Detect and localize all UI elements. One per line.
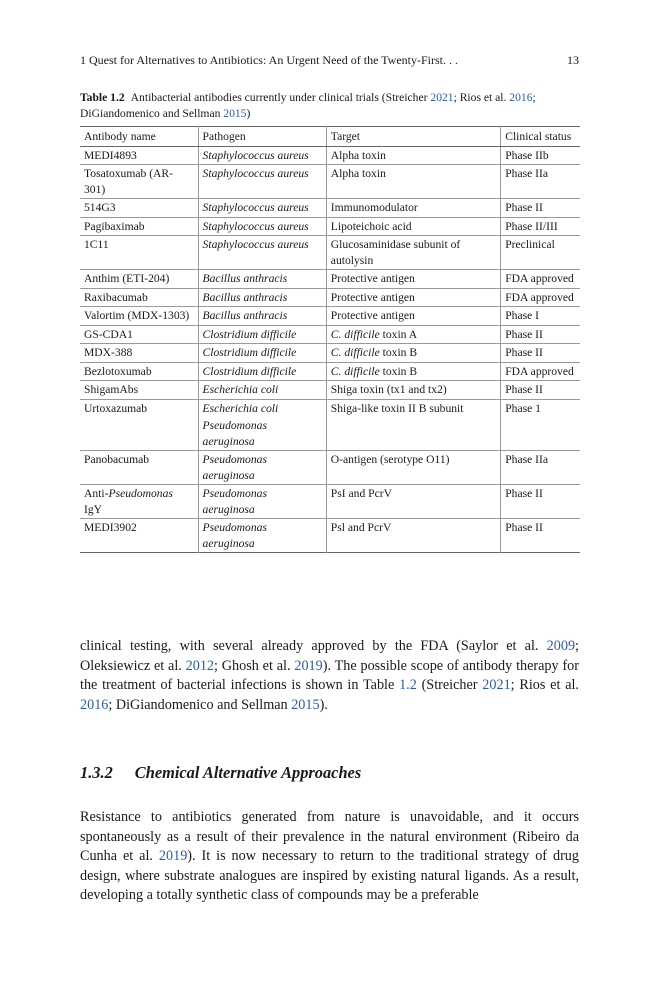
citation-link[interactable]: 2012	[185, 657, 215, 674]
clinical-status: Phase II	[501, 519, 580, 553]
column-header-target: Target	[326, 127, 500, 147]
table-row	[80, 519, 580, 553]
pathogen: Clostridium difficile	[198, 344, 326, 363]
paragraph-text: ). The possible scope of antibody therapy for the treatment of bacterial infections is shown in Table	[80, 657, 579, 694]
table-row	[80, 399, 580, 417]
target	[326, 362, 500, 381]
target-organism: C. difficile	[330, 327, 380, 341]
clinical-status: Phase IIa	[501, 451, 580, 485]
paragraph-text: ; Oleksiewicz et al.	[80, 638, 579, 674]
column-header-antibody-name: Antibody name	[80, 127, 198, 147]
citation-link[interactable]: 2021	[482, 677, 511, 694]
pathogen: Bacillus anthracis	[198, 288, 326, 307]
clinical-status: Phase I	[501, 307, 580, 326]
section-heading	[80, 763, 361, 783]
antibody-name: Raxibacumab	[80, 288, 198, 307]
citation-link[interactable]: 2015	[291, 696, 320, 713]
paragraph-text: Resistance to antibiotics generated from nature is unavoidable, and it occurs spontaneously as a result of their prevalence in the natural environment (Ribeiro da Cunha et al.	[80, 809, 579, 865]
citation-link[interactable]: 2015	[223, 107, 247, 120]
paragraph-text: ). It is now necessary to return to the traditional strategy of drug design, where substrate analogues are inspired by existing natural ligands. As a result, developing a totally synthetic class of compounds may be a preferable	[80, 848, 579, 904]
citation-link[interactable]: 2021	[430, 91, 454, 104]
target-text: toxin B	[379, 346, 418, 359]
clinical-status: Preclinical	[501, 236, 580, 270]
paragraph-text: (Streicher	[416, 677, 483, 694]
target	[326, 344, 500, 363]
pathogen: Escherichia coli	[198, 381, 326, 400]
table-row	[80, 288, 580, 307]
pathogen: Escherichia coli	[198, 399, 326, 417]
target-text: toxin A	[379, 327, 418, 341]
antibody-name: Bezlotoxumab	[80, 362, 198, 381]
target: Shiga-like toxin II B subunit	[326, 399, 500, 451]
target: Glucosaminidase subunit of autolysin	[326, 236, 500, 270]
target: Protective antigen	[326, 288, 500, 307]
table-row	[80, 165, 580, 199]
clinical-status: Phase 1	[501, 399, 580, 451]
pathogen: Pseudomonas aeruginosa	[198, 451, 326, 485]
table-row	[80, 270, 580, 289]
table-label: Table 1.2	[80, 91, 125, 104]
citation-link[interactable]: 2016	[80, 696, 109, 713]
antibody-name: Urtoxazumab	[80, 399, 198, 451]
citation-link[interactable]: 2009	[546, 638, 576, 654]
table-row	[80, 199, 580, 218]
antibody-name: 1C11	[80, 236, 198, 270]
antibody-name: MDX-388	[80, 344, 198, 363]
antibody-table	[80, 126, 580, 553]
target: Alpha toxin	[326, 146, 500, 165]
page-number: 13	[567, 53, 579, 67]
antibody-name: GS-CDA1	[80, 325, 198, 344]
section-title: Chemical Alternative Approaches	[134, 763, 362, 782]
body-paragraph	[80, 637, 579, 715]
citation-link[interactable]: 2019	[294, 657, 323, 674]
target: Shiga toxin (tx1 and tx2)	[326, 381, 500, 400]
antibody-name: Panobacumab	[80, 451, 198, 485]
citation-link[interactable]: 2016	[509, 91, 533, 104]
antibody-name: MEDI3902	[80, 519, 198, 553]
clinical-status: FDA approved	[501, 362, 580, 381]
pathogen: Staphylococcus aureus	[198, 165, 326, 199]
name-organism: Pseudomonas	[108, 487, 173, 500]
clinical-status: Phase IIa	[501, 165, 580, 199]
paragraph-text: clinical testing, with several already approved by the FDA (Saylor et al.	[80, 638, 547, 654]
name-suffix: IgY	[84, 502, 103, 516]
table-link[interactable]: 1.2	[399, 677, 417, 694]
table-row	[80, 325, 580, 344]
target	[326, 325, 500, 344]
target: PsI and PcrV	[326, 485, 500, 519]
section-number: 1.3.2	[80, 763, 113, 782]
table-row	[80, 236, 580, 270]
table-row	[80, 217, 580, 236]
running-head	[80, 53, 579, 68]
target: Alpha toxin	[326, 165, 500, 199]
target-organism: C. difficile	[330, 364, 380, 378]
clinical-status: Phase II	[501, 344, 580, 363]
table-row	[80, 485, 580, 519]
clinical-status: Phase II	[501, 485, 580, 519]
target-organism: C. difficile	[330, 346, 380, 359]
citation-link[interactable]: 2019	[158, 848, 188, 865]
pathogen: Pseudomonas aeruginosa	[198, 417, 326, 451]
clinical-status: Phase II/III	[501, 217, 580, 236]
antibody-name: ShigamAbs	[80, 381, 198, 400]
pathogen: Bacillus anthracis	[198, 270, 326, 289]
antibody-name: Anthim (ETI-204)	[80, 270, 198, 289]
antibody-name: Tosatoxumab (AR-301)	[80, 165, 198, 199]
clinical-status: FDA approved	[501, 288, 580, 307]
clinical-status: Phase II	[501, 381, 580, 400]
pathogen: Pseudomonas aeruginosa	[198, 519, 326, 553]
column-header-clinical-status: Clinical status	[501, 127, 580, 147]
table-row	[80, 381, 580, 400]
caption-text: Antibacterial antibodies currently under clinical trials (Streicher	[130, 91, 431, 104]
table-caption	[80, 90, 580, 122]
paragraph-text: ).	[319, 696, 328, 713]
table-row	[80, 362, 580, 381]
pathogen: Staphylococcus aureus	[198, 146, 326, 165]
table-row	[80, 451, 580, 485]
clinical-status: Phase II	[501, 199, 580, 218]
table-row	[80, 146, 580, 165]
clinical-status: Phase II	[501, 325, 580, 344]
pathogen: Clostridium difficile	[198, 362, 326, 381]
table-header-row	[80, 127, 580, 147]
clinical-status: Phase IIb	[501, 146, 580, 165]
antibody-name: 514G3	[80, 199, 198, 218]
antibody-name: Pagibaximab	[80, 217, 198, 236]
pathogen: Staphylococcus aureus	[198, 236, 326, 270]
paragraph-text: ; Rios et al.	[510, 677, 579, 694]
clinical-status: FDA approved	[501, 270, 580, 289]
column-header-pathogen: Pathogen	[198, 127, 326, 147]
paragraph-text: ; DiGiandomenico and Sellman	[108, 696, 292, 713]
pathogen: Staphylococcus aureus	[198, 217, 326, 236]
table-row	[80, 307, 580, 326]
target: Lipoteichoic acid	[326, 217, 500, 236]
table-row	[80, 344, 580, 363]
target: Protective antigen	[326, 270, 500, 289]
antibody-name: Valortim (MDX-1303)	[80, 307, 198, 326]
pathogen: Bacillus anthracis	[198, 307, 326, 326]
caption-text: ; Rios et al.	[453, 91, 510, 104]
name-prefix: Anti-	[84, 487, 109, 500]
antibody-name	[80, 485, 198, 519]
target: Protective antigen	[326, 307, 500, 326]
running-head-title: 1 Quest for Alternatives to Antibiotics: An Urgent Need of the Twenty-First. . .	[80, 53, 458, 67]
pathogen: Staphylococcus aureus	[198, 199, 326, 218]
pathogen: Clostridium difficile	[198, 325, 326, 344]
target: O-antigen (serotype O11)	[326, 451, 500, 485]
caption-text: ; DiGiandomenico and Sellman	[80, 91, 536, 120]
target: Psl and PcrV	[326, 519, 500, 553]
pathogen: Pseudomonas aeruginosa	[198, 485, 326, 519]
target: Immunomodulator	[326, 199, 500, 218]
target-text: toxin B	[379, 364, 418, 378]
paragraph-text: ; Ghosh et al.	[214, 657, 295, 674]
caption-text: )	[246, 107, 251, 120]
body-paragraph	[80, 808, 579, 906]
antibody-name: MEDI4893	[84, 148, 137, 162]
